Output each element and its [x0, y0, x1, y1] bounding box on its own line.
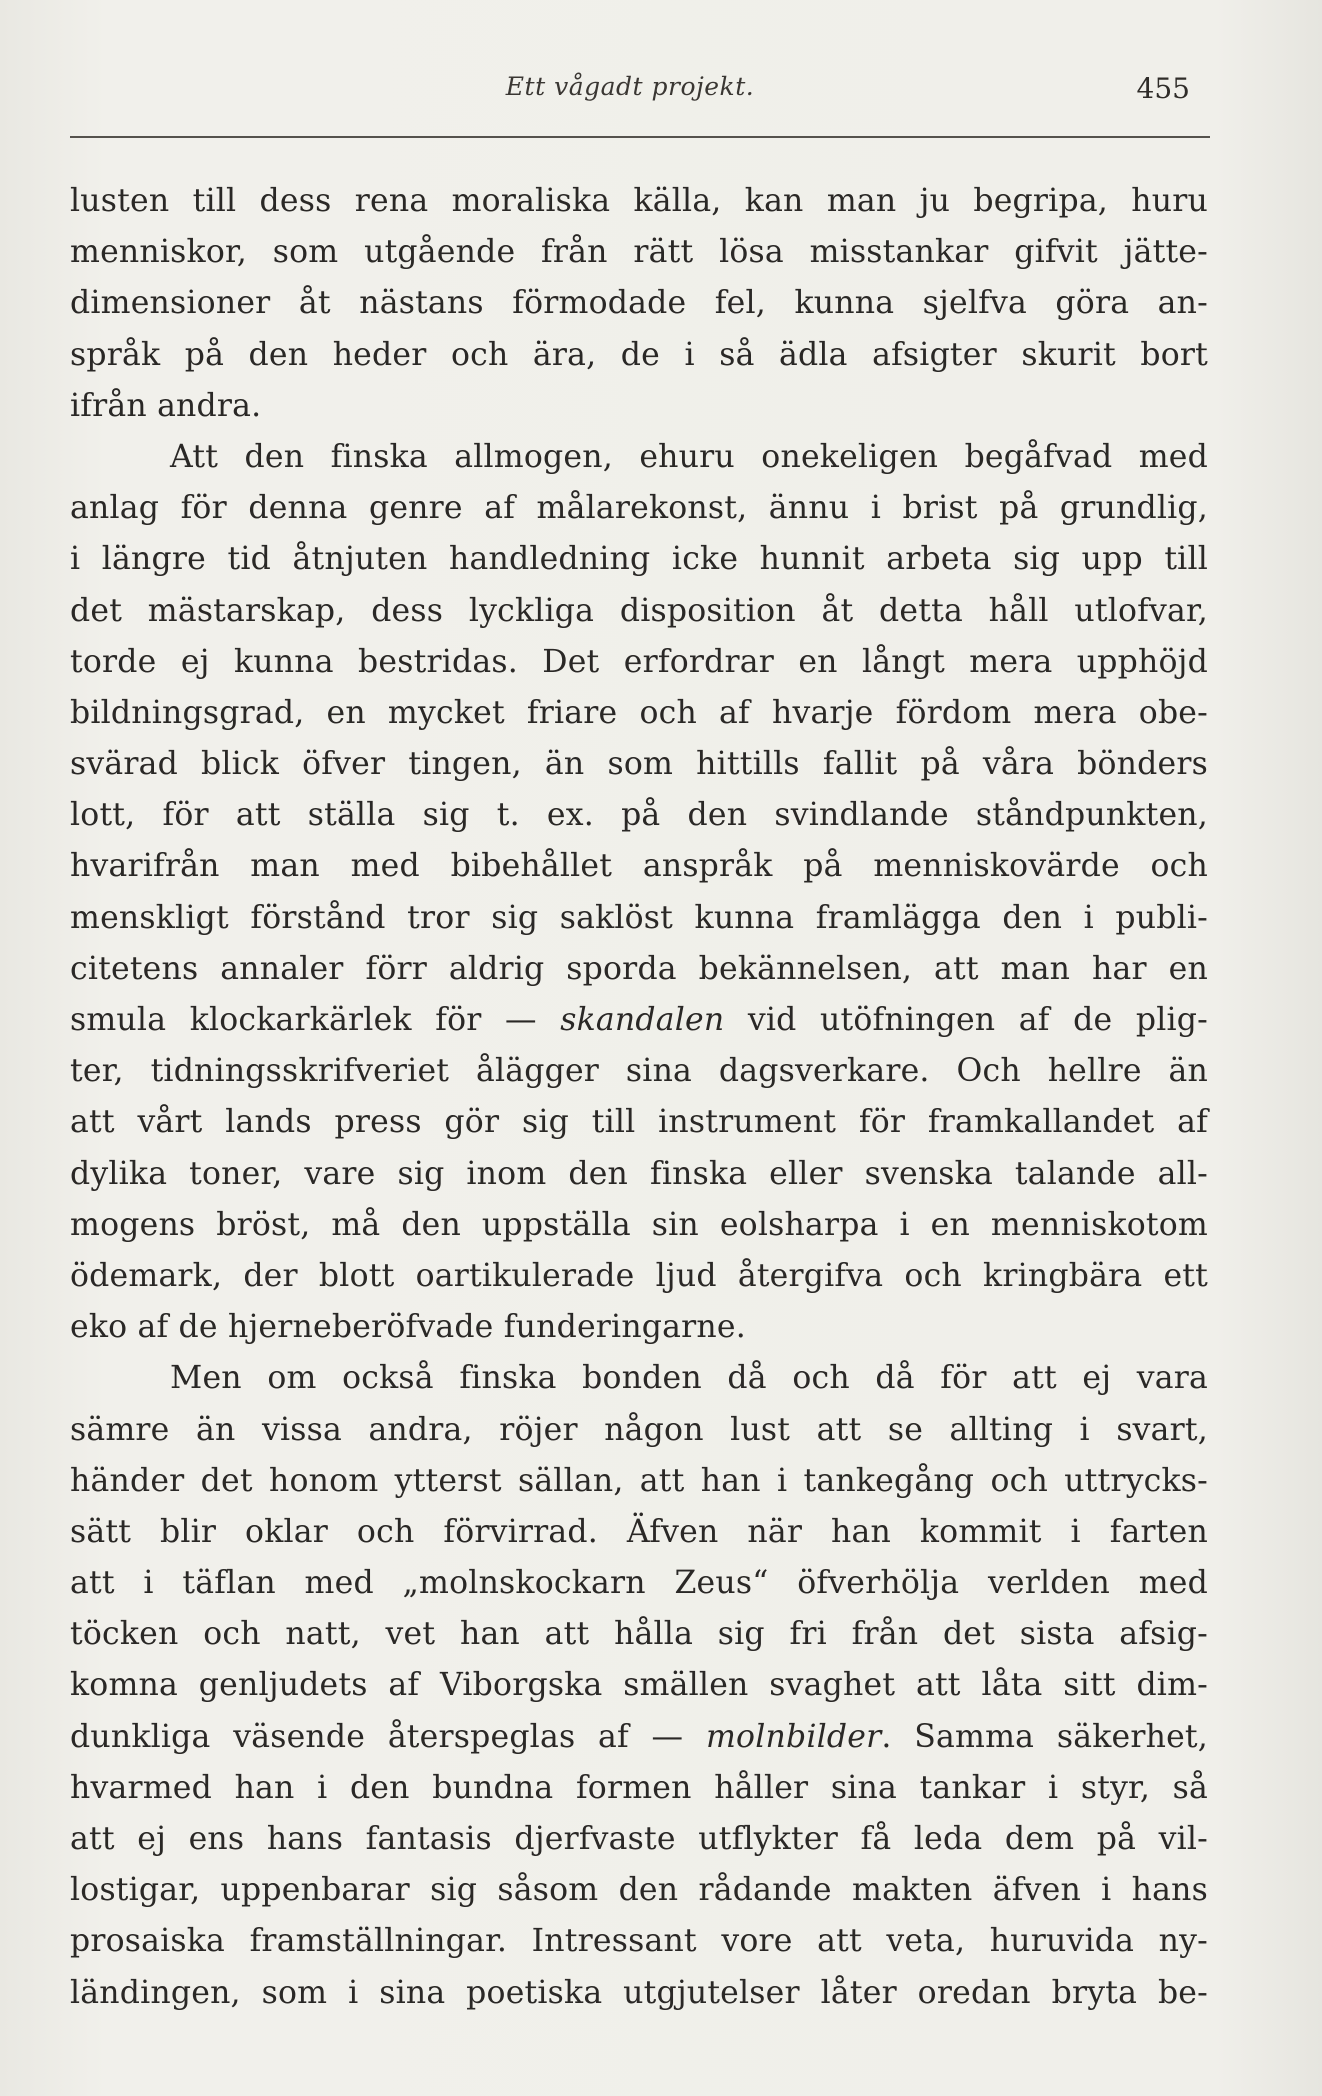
text-segment: torde ej kunna bestridas. Det erfordrar en långt mera upphöjd	[70, 643, 1208, 680]
text-segment: att vårt lands press gör sig till instrument för framkallandet af	[70, 1104, 1208, 1141]
text-segment: anlag för denna genre af målarekonst, ännu i brist på grundlig,	[70, 490, 1208, 527]
text-line	[70, 1507, 1208, 1558]
body-text	[70, 176, 1208, 2019]
text-segment: vid utöfningen af de plig-	[724, 1002, 1208, 1038]
text-segment: ländingen, som i sina poetiska utgjutelser låter oredan bryta be-	[70, 1974, 1208, 2011]
text-segment: menskligt förstånd tror sig saklöst kunna framlägga den i publi-	[70, 899, 1208, 936]
text-line	[70, 1456, 1208, 1507]
text-line	[70, 1405, 1208, 1456]
text-segment: ödemark, der blott oartikulerade ljud återgifva och kringbära ett	[70, 1257, 1208, 1294]
text-line	[70, 1558, 1208, 1609]
text-line	[70, 278, 1208, 329]
text-segment: hvarmed han i den bundna formen håller sina tankar i styr, så	[70, 1769, 1208, 1806]
text-line	[70, 227, 1208, 278]
text-segment: språk på den heder och ära, de i så ädla afsigter skurit bort	[70, 336, 1208, 373]
text-segment: svärad blick öfver tingen, än som hittills fallit på våra bönders	[70, 746, 1208, 783]
header-rule	[70, 136, 1210, 138]
text-segment: hvarifrån man med bibehållet anspråk på menniskovärde och	[70, 848, 1208, 885]
text-line	[70, 1046, 1208, 1097]
text-segment: ter, tidningsskrifveriet ålägger sina dagsverkare. Och hellre än	[70, 1053, 1208, 1090]
text-line	[70, 790, 1208, 841]
text-segment: i längre tid åtnjuten handledning icke hunnit arbeta sig upp till	[70, 541, 1208, 578]
text-line	[70, 432, 1208, 483]
text-segment: lusten till dess rena moraliska källa, kan man ju begripa, huru	[70, 183, 1208, 219]
text-line	[70, 1097, 1208, 1148]
text-segment: att i täflan med „molnskockarn Zeus“ öfverhölja verlden med	[70, 1565, 1208, 1602]
text-line	[70, 739, 1208, 790]
text-line	[70, 1712, 1208, 1763]
text-segment: dunkliga väsende återspeglas af —	[70, 1718, 706, 1755]
text-segment: töcken och natt, vet han att hålla sig fri från det sista afsig-	[70, 1616, 1208, 1653]
text-line	[70, 1865, 1208, 1916]
text-line	[70, 1916, 1208, 1967]
text-line	[70, 1251, 1208, 1302]
text-line	[70, 893, 1208, 944]
text-line	[70, 1968, 1208, 2019]
text-segment: Men om också finska bonden då och då för att ej vara	[170, 1360, 1208, 1397]
text-segment: ifrån andra.	[70, 387, 262, 424]
text-line	[70, 1814, 1208, 1865]
text-segment: eko af de hjerneberöfvade funderingarne.	[70, 1309, 746, 1346]
text-segment: händer det honom ytterst sällan, att han i tankegång och uttrycks-	[70, 1462, 1208, 1499]
text-line	[70, 330, 1208, 381]
running-title: Ett vågadt projekt.	[505, 72, 755, 101]
text-line	[70, 483, 1208, 534]
text-segment: menniskor, som utgående från rätt lösa misstankar gifvit jätte-	[70, 234, 1208, 271]
page-number: 455	[1136, 72, 1190, 105]
text-segment: komna genljudets af Viborgska smällen svaghet att låta sitt dim-	[70, 1667, 1208, 1704]
text-line	[70, 995, 1208, 1046]
text-line	[70, 1660, 1208, 1711]
text-segment: dimensioner åt nästans förmodade fel, kunna sjelfva göra an-	[70, 285, 1208, 322]
text-segment: prosaiska framställningar. Intressant vore att veta, huruvida ny-	[70, 1923, 1208, 1960]
text-segment: lostigar, uppenbarar sig såsom den rådande makten äfven i hans	[70, 1872, 1208, 1909]
italic-text: molnbilder	[705, 1718, 882, 1755]
text-segment: dylika toner, vare sig inom den finska eller svenska talande all-	[70, 1155, 1208, 1192]
text-line	[70, 1149, 1208, 1200]
text-segment: lott, för att ställa sig t. ex. på den svindlande ståndpunkten,	[70, 797, 1208, 834]
text-line	[70, 637, 1208, 688]
text-line	[70, 1302, 1208, 1353]
text-line	[70, 841, 1208, 892]
text-line	[70, 586, 1208, 637]
text-line	[70, 944, 1208, 995]
page-header	[70, 72, 1190, 112]
text-segment: det mästarskap, dess lyckliga disposition åt detta håll utlofvar,	[70, 592, 1208, 629]
text-segment: sämre än vissa andra, röjer någon lust att se allting i svart,	[70, 1411, 1208, 1448]
text-line	[70, 176, 1208, 227]
text-segment: bildningsgrad, en mycket friare och af hvarje fördom mera obe-	[70, 694, 1208, 731]
text-line	[70, 534, 1208, 585]
text-segment: att ej ens hans fantasis djerfvaste utflykter få leda dem på vil-	[70, 1821, 1208, 1857]
text-segment: sätt blir oklar och förvirrad. Äfven när han kommit i farten	[70, 1513, 1208, 1550]
text-segment: smula klockarkärlek för —	[70, 1002, 561, 1038]
text-line	[70, 688, 1208, 739]
text-line	[70, 1763, 1208, 1814]
text-line	[70, 381, 1208, 432]
text-line	[70, 1200, 1208, 1251]
text-segment: Att den finska allmogen, ehuru onekeligen begåfvad med	[170, 438, 1208, 475]
text-segment: . Samma säkerhet,	[881, 1718, 1209, 1755]
text-line	[70, 1609, 1208, 1660]
text-segment: citetens annaler förr aldrig sporda bekännelsen, att man har en	[70, 950, 1208, 987]
text-line	[70, 1353, 1208, 1404]
text-segment: mogens bröst, må den uppställa sin eolsharpa i en menniskotom	[70, 1206, 1208, 1243]
italic-text: skandalen	[560, 1002, 725, 1038]
